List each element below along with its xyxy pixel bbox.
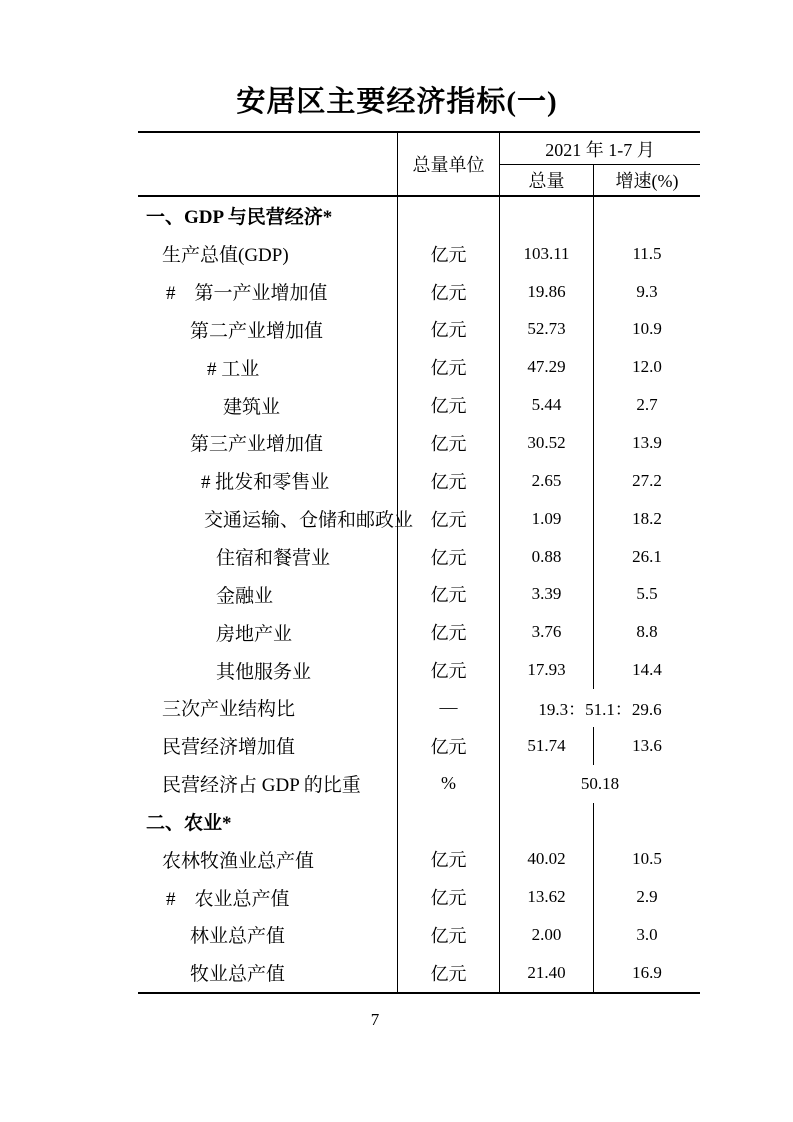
header-period: 2021 年 1-7 月 [500, 133, 700, 165]
table-row-industry [138, 348, 700, 386]
row-growth: 13.6 [632, 735, 662, 755]
row-growth: 16.9 [632, 962, 662, 982]
row-total: 19.86 [500, 273, 594, 311]
table-row-industry-structure-ratio [138, 689, 700, 727]
table-row-primary-industry [138, 273, 700, 311]
row-growth: 2.7 [636, 395, 658, 415]
header-growth-column: 增速(%) [615, 171, 679, 191]
row-label: 一、GDP 与民营经济* [138, 197, 398, 235]
page-title: 安居区主要经济指标(一) [236, 86, 558, 118]
table-row-hotel-catering [138, 538, 700, 576]
row-total: 1.09 [500, 500, 594, 538]
page-number: 7 [370, 1010, 380, 1029]
row-unit: 亿元 [398, 916, 500, 954]
row-total: 2.00 [500, 916, 594, 954]
row-unit: 亿元 [398, 651, 500, 689]
table-row-agri-forestry-husbandry-fishery [138, 840, 700, 878]
row-unit: 亿元 [398, 273, 500, 311]
row-total: 3.39 [500, 575, 594, 613]
row-growth: 5.5 [636, 584, 658, 604]
row-total: 21.40 [500, 954, 594, 992]
row-unit: 亿元 [398, 727, 500, 765]
table-row-section-agriculture [138, 803, 700, 841]
row-growth: 9.3 [636, 281, 658, 301]
row-growth [594, 803, 700, 841]
row-label: 民营经济增加值 [138, 727, 398, 765]
table-row-section-gdp [138, 197, 700, 235]
row-label: 牧业总产值 [138, 954, 398, 992]
row-total: 2.65 [500, 462, 594, 500]
row-total: 52.73 [500, 311, 594, 349]
row-unit [398, 803, 500, 841]
row-label: 生产总值(GDP) [138, 235, 398, 273]
economic-indicators-table [138, 131, 700, 994]
row-label: 房地产业 [138, 613, 398, 651]
row-total: 47.29 [500, 348, 594, 386]
row-label: 其他服务业 [138, 651, 398, 689]
row-total: 17.93 [500, 651, 594, 689]
table-row-real-estate [138, 613, 700, 651]
header-total-column: 总量 [500, 165, 594, 195]
row-total: 5.44 [500, 386, 594, 424]
row-unit: 亿元 [398, 500, 500, 538]
row-label: # 批发和零售业 [138, 462, 398, 500]
table-row-husbandry-output [138, 954, 700, 992]
row-unit: 亿元 [398, 840, 500, 878]
header-indicator-column [138, 133, 398, 195]
row-label: 第二产业增加值 [138, 311, 398, 349]
row-unit: 亿元 [398, 424, 500, 462]
row-total [500, 803, 594, 841]
row-growth: 27.2 [632, 470, 662, 490]
row-label: 二、农业* [138, 803, 398, 841]
row-growth: 2.9 [636, 887, 658, 907]
row-total: 51.74 [500, 727, 594, 765]
row-growth [594, 197, 700, 235]
row-growth: 8.8 [636, 622, 658, 642]
row-total [500, 197, 594, 235]
row-total: 0.88 [500, 538, 594, 576]
table-row-transport-storage-post [138, 500, 700, 538]
row-growth: 10.5 [632, 849, 662, 869]
row-total: 30.52 [500, 424, 594, 462]
row-growth: 12.0 [632, 357, 662, 377]
row-total: 3.76 [500, 613, 594, 651]
row-unit: 亿元 [398, 235, 500, 273]
row-total: 40.02 [500, 840, 594, 878]
row-label: 建筑业 [138, 386, 398, 424]
header-unit-column: 总量单位 [398, 133, 500, 195]
table-row-secondary-industry [138, 311, 700, 349]
row-label: 交通运输、仓储和邮政业 [138, 500, 398, 538]
row-growth: 11.5 [632, 243, 662, 263]
table-row-agriculture-output [138, 878, 700, 916]
row-unit: — [398, 689, 500, 727]
row-label: # 第一产业增加值 [138, 273, 398, 311]
row-growth: 18.2 [632, 508, 662, 528]
row-label: # 工业 [138, 348, 398, 386]
row-growth: 13.9 [632, 432, 662, 452]
table-row-other-services [138, 651, 700, 689]
row-label: 住宿和餐营业 [138, 538, 398, 576]
row-span-value: 19.3：51.1：29.6 [538, 700, 662, 720]
row-unit: 亿元 [398, 386, 500, 424]
table-row-construction [138, 386, 700, 424]
row-unit: 亿元 [398, 878, 500, 916]
row-unit: 亿元 [398, 538, 500, 576]
row-total: 103.11 [500, 235, 594, 273]
row-growth: 3.0 [636, 924, 658, 944]
row-label: 林业总产值 [138, 916, 398, 954]
table-row-finance [138, 575, 700, 613]
row-span-value: 50.18 [580, 773, 620, 793]
row-label: 民营经济占 GDP 的比重 [138, 765, 398, 803]
table-row-tertiary-industry [138, 424, 700, 462]
row-growth: 10.9 [632, 319, 662, 339]
row-unit: 亿元 [398, 613, 500, 651]
row-unit: % [398, 765, 500, 803]
table-row-wholesale-retail [138, 462, 700, 500]
row-label: 第三产业增加值 [138, 424, 398, 462]
row-unit: 亿元 [398, 575, 500, 613]
row-unit: 亿元 [398, 954, 500, 992]
row-unit [398, 197, 500, 235]
table-header [138, 131, 700, 197]
row-unit: 亿元 [398, 462, 500, 500]
table-row-private-economy-added-value [138, 727, 700, 765]
row-label: 金融业 [138, 575, 398, 613]
row-total: 13.62 [500, 878, 594, 916]
table-row-private-economy-gdp-share [138, 765, 700, 803]
table-row-gdp [138, 235, 700, 273]
row-label: 农林牧渔业总产值 [138, 840, 398, 878]
row-unit: 亿元 [398, 311, 500, 349]
row-label: # 农业总产值 [138, 878, 398, 916]
row-growth: 26.1 [632, 546, 662, 566]
table-row-forestry-output [138, 916, 700, 954]
table-body [138, 197, 700, 994]
row-growth: 14.4 [632, 660, 662, 680]
row-label: 三次产业结构比 [138, 689, 398, 727]
row-unit: 亿元 [398, 348, 500, 386]
